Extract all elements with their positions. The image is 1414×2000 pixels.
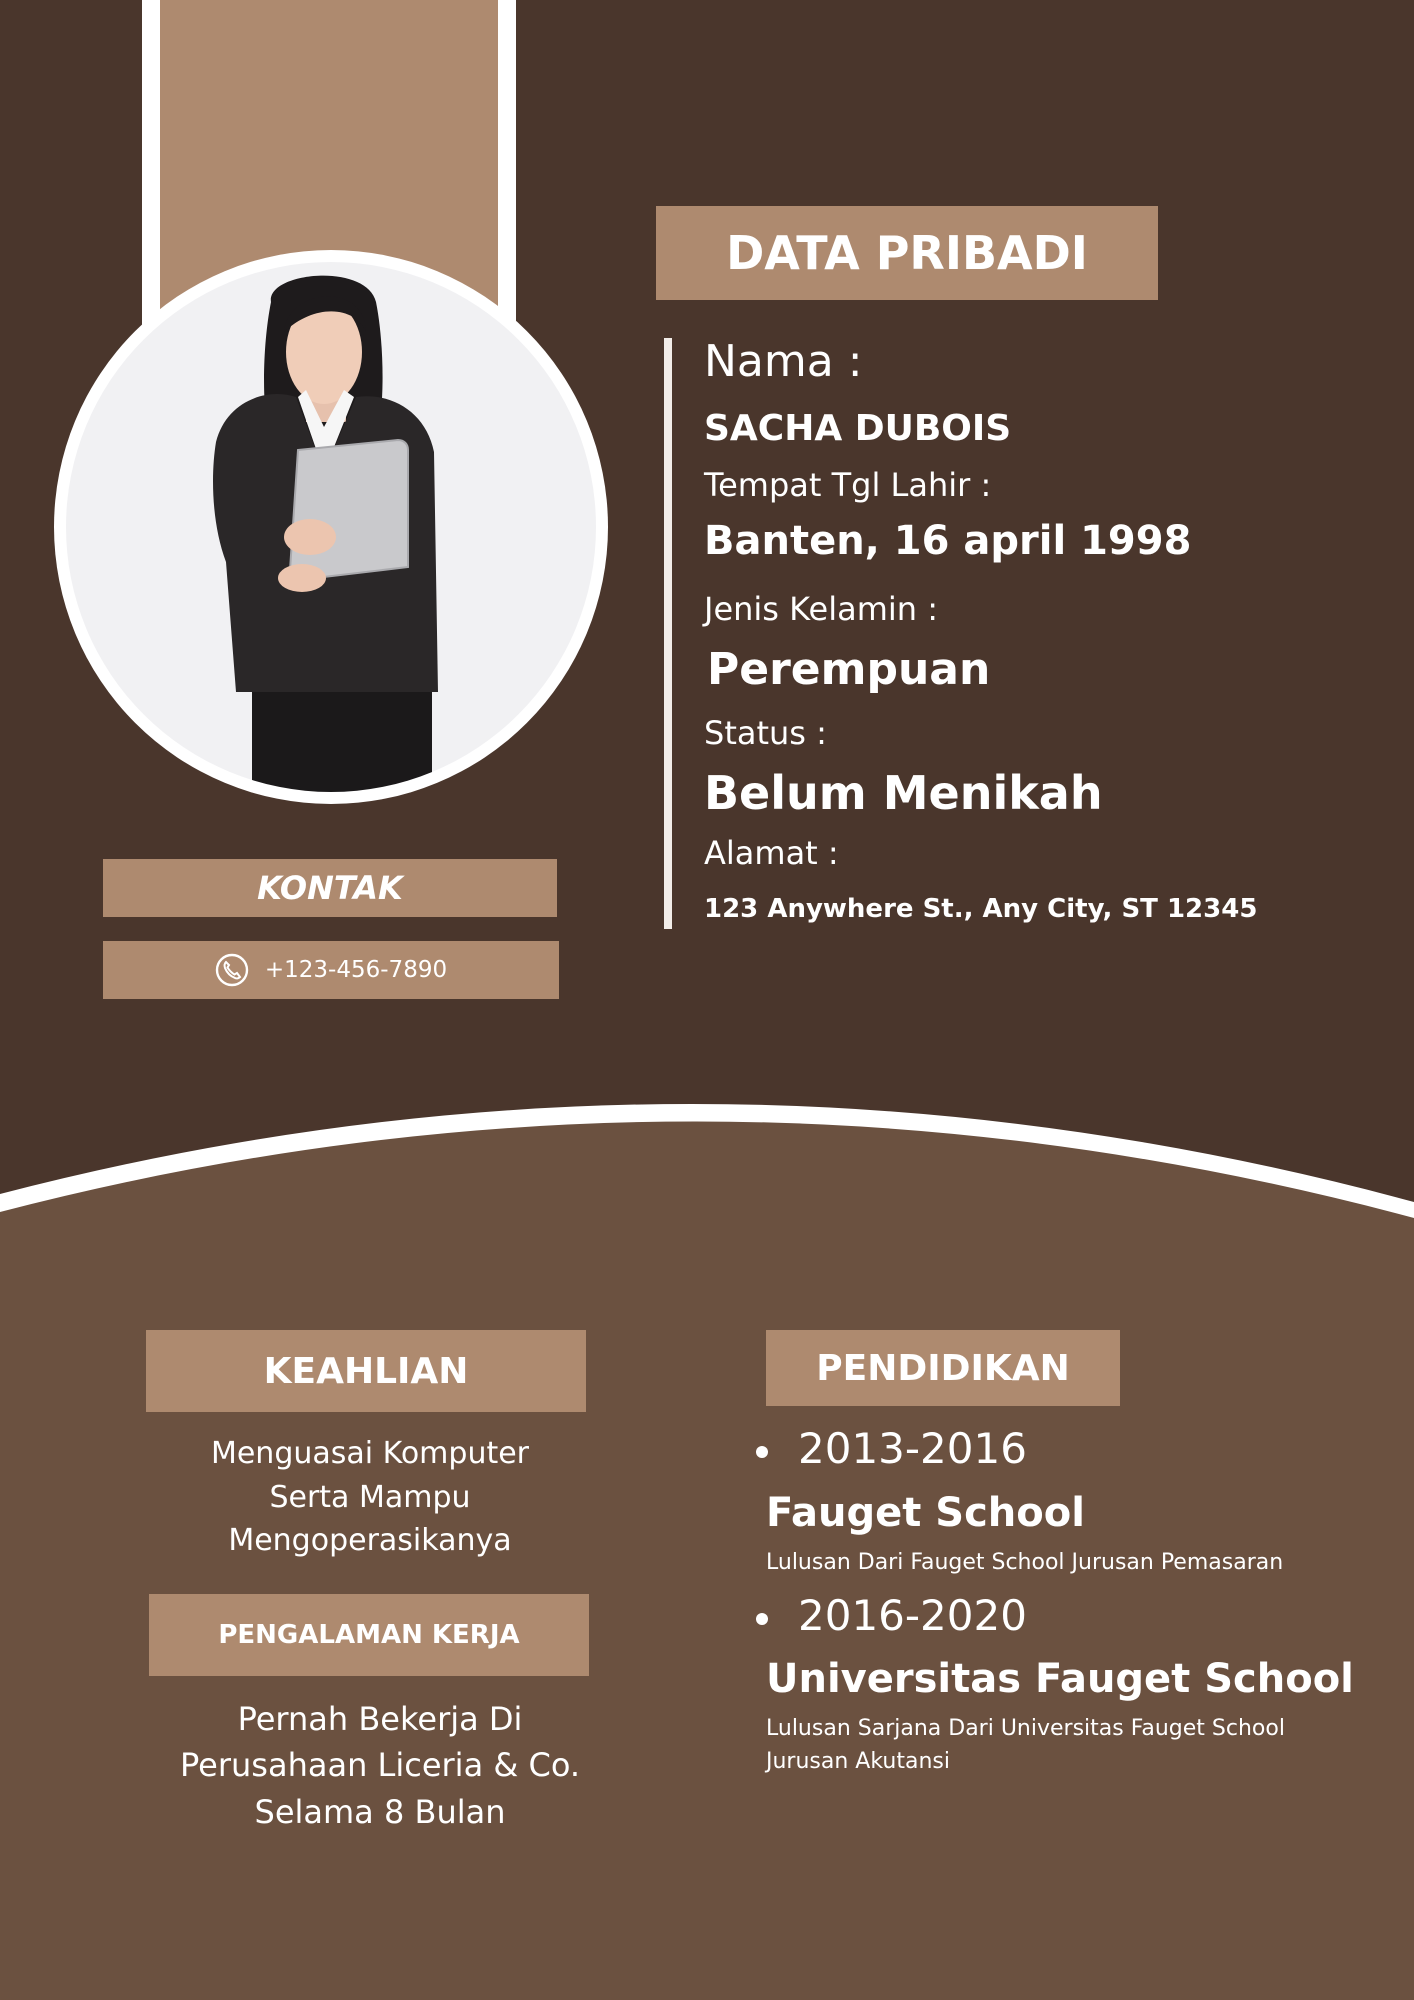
- skills-line: Menguasai Komputer: [210, 1436, 530, 1471]
- skills-line: Serta Mampu: [269, 1479, 471, 1515]
- education-years: [756, 1591, 1027, 1640]
- education-school: Fauget School: [766, 1490, 1085, 1536]
- status-value: Belum Menikah: [704, 766, 1103, 820]
- profile-photo: [66, 262, 596, 792]
- education-years: [756, 1424, 1027, 1473]
- address-label: Alamat :: [704, 834, 839, 872]
- experience-line: Selama 8 Bulan: [254, 1792, 506, 1831]
- education-desc: Lulusan Dari Fauget School Jurusan Pemasaran: [766, 1550, 1284, 1575]
- phone-icon: [215, 953, 249, 987]
- birth-label: Tempat Tgl Lahir :: [704, 466, 992, 504]
- address-value: 123 Anywhere St., Any City, ST 12345: [704, 894, 1258, 924]
- bullet-icon: [756, 1613, 768, 1625]
- birth-value: Banten, 16 april 1998: [704, 518, 1192, 564]
- gender-label: Jenis Kelamin :: [704, 590, 939, 628]
- gender-value: Perempuan: [707, 644, 991, 695]
- person-illustration: [66, 262, 596, 792]
- pendidikan-header: PENDIDIKAN: [766, 1330, 1120, 1406]
- skills-line: Mengoperasikanya: [228, 1523, 512, 1558]
- pengalaman-header: PENGALAMAN KERJA: [149, 1594, 589, 1676]
- experience-line: Pernah Bekerja Di: [237, 1700, 523, 1738]
- education-years-text: 2016-2020: [798, 1591, 1027, 1640]
- name-value: SACHA DUBOIS: [704, 408, 1012, 449]
- education-desc: Lulusan Sarjana Dari Universitas Fauget School Jurusan Akutansi: [766, 1716, 1285, 1774]
- experience-line: Perusahaan Liceria & Co.: [180, 1746, 580, 1785]
- data-pribadi-header: DATA PRIBADI: [656, 206, 1158, 300]
- name-label: Nama :: [704, 336, 863, 387]
- phone-row[interactable]: [103, 941, 559, 999]
- education-school: Universitas Fauget School: [766, 1656, 1354, 1702]
- personal-divider: [664, 338, 672, 929]
- keahlian-header: KEAHLIAN: [146, 1330, 586, 1412]
- skills-text: [146, 1432, 594, 1563]
- bullet-icon: [756, 1446, 768, 1458]
- education-years-text: 2013-2016: [798, 1424, 1027, 1473]
- status-label: Status :: [704, 714, 827, 752]
- phone-number: +123-456-7890: [264, 957, 448, 983]
- kontak-header: KONTAK: [103, 859, 557, 917]
- experience-text: [146, 1696, 614, 1835]
